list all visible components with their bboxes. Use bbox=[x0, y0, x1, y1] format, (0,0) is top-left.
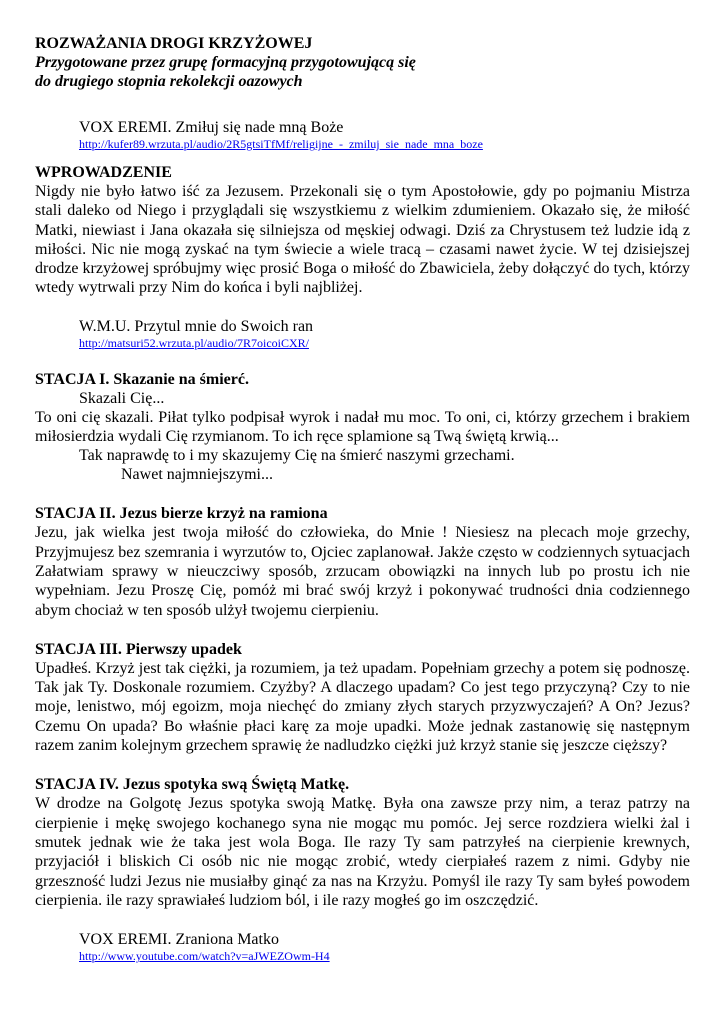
station-heading: STACJA II. Jezus bierze krzyż na ramiona bbox=[35, 505, 328, 523]
document-title: ROZWAŻANIA DROGI KRZYŻOWEJ bbox=[35, 35, 313, 52]
station-text: W drodze na Golgotę Jezus spotyka swoją Matkę. Była ona zawsze przy nim, a teraz patrzy na cierpienie i mękę swojego kochanego syna nie mogąc mu pomóc. Jej serce rozdziera wielki żal i smutek jednak wie że taka jest wola Boga. Ile razy Ty sam patrzyłeś na cierpienie krewnych, przyjaciół i bliskich Ci osób nic nie mogąc zrobić, wtedy cierpiałeś razem z nimi. Gdyby nie grzeszność ludzi Jezus nie musiałby ginąć za nas na Krzyżu. Pomyśl ile razy Ty sam byłeś powodem cierpienia. ile razy sprawiałeś ludziom ból, i ile razy mogłeś go im oszczędzić. bbox=[35, 795, 690, 909]
station-heading: STACJA III. Pierwszy upadek bbox=[35, 640, 242, 658]
song-title: VOX EREMI. Zraniona Matko bbox=[79, 931, 279, 949]
section-intro bbox=[35, 163, 690, 298]
song-block-3 bbox=[79, 930, 690, 964]
song-title: W.M.U. Przytul mnie do Swoich ran bbox=[79, 317, 314, 335]
song-block-1 bbox=[79, 118, 690, 152]
song-block-2 bbox=[79, 317, 690, 351]
station-heading: STACJA IV. Jezus spotyka swą Świętą Matkę. bbox=[35, 776, 350, 794]
section-text: Nigdy nie było łatwo iść za Jezusem. Przekonali się o tym Apostołowie, gdy po pojmaniu Mistrza stali daleko od Niego i przyglądali się wszystkiemu z wielkim zdumieniem. Okazało się, że miłość Matki, niewiast i Jana okazała się silniejsza od męskiej odwagi. Dziś za Chrystusem też ludzie idą z miłości. Nic nie mogą zyskać na tym świecie a wiele tracą – czasami nawet życie. W tej dzisiejszej drodze krzyżowej spróbujmy więc prosić Boga o miłość do Zbawiciela, żeby dołączyć do tych, którzy wtedy wytrwali przy Nim do końca i byli najbliżej. bbox=[35, 183, 690, 297]
station-text: To oni cię skazali. Piłat tylko podpisał wyrok i nadał mu moc. To oni, ci, którzy grzechem i brakiem miłosierdzia wydali Cię rzymianom. To ich ręce splamione są Twą świętą krwią... bbox=[35, 408, 690, 446]
document-header bbox=[35, 34, 690, 91]
station-2 bbox=[35, 504, 690, 619]
station-text: Jezu, jak wielka jest twoja miłość do człowieka, do Mnie ! Niesiesz na plecach moje grzechy, Przyjmujesz bez szemrania i wyrzutów to, Ojciec zaplanował. Jakże często w codziennych sytuacjach Załatwiam sprawy w nieuczciwy sposób, zrzucam obowiązki na innych lub po prostu ich nie wypełniam. Jezu Proszę Cię, pomóż mi brać swój krzyż i pokonywać trudności dnia codziennego abym chociaż w ten sposób ulżył twojemu cierpieniu. bbox=[35, 524, 690, 619]
station-3 bbox=[35, 640, 690, 755]
station-4 bbox=[35, 775, 690, 910]
station-text: Upadłeś. Krzyż jest tak ciężki, ja rozumiem, ja też upadam. Popełniam grzechy a potem się podnoszę. Tak jak Ty. Doskonale rozumiem. Czyżby? A dlaczego upadam? Co jest tego przyczyną? Czy to nie moje, lenistwo, mój egoizm, moja niechęć do zmiany złych starych przyzwyczajeń? A On? Jezus? Czemu On upada? Bo właśnie płaci karę za moje upadki. Może jednak zastanowię się następnym razem zanim kolejnym grzechem sprawię że nadludzko ciężki już krzyż stanie się jeszcze cięższy? bbox=[35, 659, 690, 755]
song-link[interactable]: http://www.youtube.com/watch?v=aJWEZOwm-H4 bbox=[79, 949, 330, 964]
song-link[interactable]: http://matsuri52.wrzuta.pl/audio/7R7oicoiCXR/ bbox=[79, 335, 309, 350]
station-line: Skazali Cię... bbox=[79, 389, 165, 407]
station-line: Tak naprawdę to i my skazujemy Cię na śmierć naszymi grzechami. bbox=[79, 447, 515, 465]
document-subtitle-line2: do drugiego stopnia rekolekcji oazowych bbox=[35, 73, 303, 90]
station-1 bbox=[35, 370, 690, 485]
song-link[interactable]: http://kufer89.wrzuta.pl/audio/2R5gtsiTfMf/religijne_-_zmiluj_sie_nade_mna_boze bbox=[79, 137, 483, 151]
station-heading: STACJA I. Skazanie na śmierć. bbox=[35, 370, 249, 388]
song-title: VOX EREMI. Zmiłuj się nade mną Boże bbox=[79, 119, 344, 136]
section-heading: WPROWADZENIE bbox=[35, 164, 172, 181]
station-line: Nawet najmniejszymi... bbox=[121, 466, 273, 484]
document-subtitle-line1: Przygotowane przez grupę formacyjną przygotowującą się bbox=[35, 54, 416, 71]
document-page bbox=[35, 34, 690, 964]
